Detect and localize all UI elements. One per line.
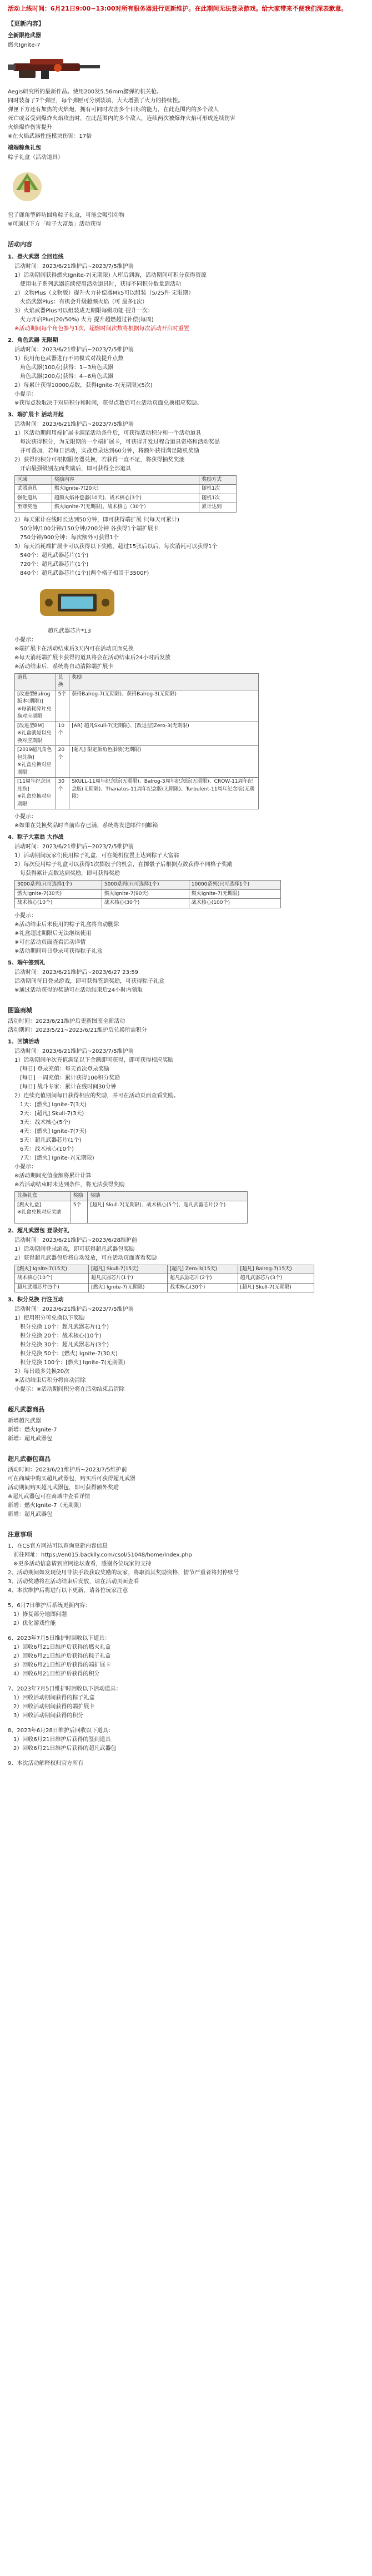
event3-note: 750分钟/900分钟：每次额外可获得1个 xyxy=(14,534,119,541)
bundle-title: 超凡武器商品 xyxy=(8,1406,44,1413)
weapon-desc xyxy=(8,88,364,141)
recharge-line: 5天：超凡武器芯片(1个) xyxy=(14,1137,82,1143)
table-header: 兑换 xyxy=(56,673,69,690)
event3-note: 2）每天累计在线时长达到50分钟，即可获得端扩展卡(每天可累计) xyxy=(14,516,179,523)
table-row xyxy=(15,1283,314,1292)
pkg-title: 端端粽鱼礼包 xyxy=(8,145,41,151)
event1-line: 火焰武器Plus：有机会升级超频火焰（可 最多1次） xyxy=(14,299,148,305)
event3-line: 1）区活动期间用端扩展卡满足活动条件后，可获得活动积分和一个活动道具 xyxy=(14,430,202,436)
event4-tip: ※活动结束后未使用的粽子礼盒将自动删除 xyxy=(14,921,119,928)
notice-tip: 5、6月7日维护后系统更新内容： xyxy=(8,1602,91,1609)
table-cell: 武器道具 xyxy=(15,485,52,494)
notice-tip: 3）回收6月21日维护后获得的端扩展卡 xyxy=(8,1662,111,1668)
update-title: 【更新内容】 xyxy=(8,19,44,27)
weapon-new-section xyxy=(8,1455,364,1519)
event3-line: 活动时间：2023/6/21维护后~2023/7/5维护前 xyxy=(14,421,134,427)
table-cell: 20个 xyxy=(56,746,69,778)
notice-line: 1、在CS官方网站可以查询更新内容信息 xyxy=(8,1543,108,1549)
table-cell: 强化道具 xyxy=(15,494,52,503)
pkg-name: 粽子礼盒（活动道具） xyxy=(8,155,63,161)
update-section xyxy=(8,19,364,229)
recharge-line: [每日] 一周充值：累计获得100积分奖励 xyxy=(14,1075,120,1081)
table-row xyxy=(15,690,259,722)
table-cell: [AR] 超凡Skull-7(无期限)、[改进型]Zero-3(无期限) xyxy=(69,722,259,746)
recharge-line: 1天：[燃火] Ignite-7(3天) xyxy=(14,1102,87,1108)
event2-line: 角色武器(100点)获得：1~3角色武器 xyxy=(14,364,113,371)
table-header: 兑换礼盒 xyxy=(15,1192,71,1201)
event2-line: 角色武器(200点)获得：4~6角色武器 xyxy=(14,373,113,380)
table-cell: 至尊奖池 xyxy=(15,503,52,513)
table-cell: [改进型BM] ※礼盒就是以兑换对应期限 xyxy=(15,722,56,746)
weapon-name: 燃火Ignite-7 xyxy=(8,42,41,48)
recharge-tip: ※活动期间充值金额将累计计算 xyxy=(14,1173,92,1179)
table-header: 奖励 xyxy=(71,1192,88,1201)
table-header: [超凡] Balrog-7(15天) xyxy=(238,1265,314,1274)
weapon-new-title: 超凡武器包商品 xyxy=(8,1455,51,1463)
notice-tip: 1）回收6月21日维护后获得的签到道具 xyxy=(8,1736,111,1743)
notice-tip: 7、2023年7月5日维护时回收以下活动道具： xyxy=(8,1685,122,1692)
event1-line: 2）文物Plus（文物版）提升火力补偿器Mk5可以组装（5/25件 无限期） xyxy=(14,290,194,296)
recharge-body xyxy=(8,1047,364,1224)
recharge-line: [每日] 登录充值：每天首次登录奖励 xyxy=(14,1066,109,1072)
notice-line: 2、活动期间如发现使用非法手段获取奖励的玩家，将取消其奖励资格，情节严重者将封停账号 xyxy=(8,1569,239,1576)
recharge-line: [每日] 战斗专家：累计在线时间30分钟 xyxy=(14,1084,117,1090)
table-row xyxy=(15,889,281,899)
exchange-line: 活动时间：2023/6/21维护后~2023/7/5维护前 xyxy=(14,1306,134,1312)
event3-line: 开启最强级别左面奖励后，即可获得全部道具 xyxy=(14,465,131,472)
table-header: 奖励 xyxy=(88,1192,248,1201)
fund-line: 2）获得超凡武器包后将自动发放，可在活动页面查看奖励 xyxy=(14,1255,157,1261)
event3-line: 并可叠加，若每日活动，实战登录达到60分钟，将额外获得满足随机奖励 xyxy=(14,447,199,454)
zongzi-giftbox-image xyxy=(8,166,47,205)
weapon-new-line: ※超凡武器包可在商城中查看详情 xyxy=(8,1494,91,1500)
table-cell: [超凡] Skull-7(无期限) xyxy=(238,1283,314,1292)
exchange-line: 2）每日最多兑换20次 xyxy=(14,1369,70,1375)
weapon-desc-line: ※在火焰武器性能模块伤害：17倍 xyxy=(8,133,92,140)
weapon-title: 全新限枪武器 xyxy=(8,33,41,39)
event3-title: 3、端扩展卡 活动开起 xyxy=(8,411,64,418)
table-row xyxy=(15,1201,248,1223)
event1-body xyxy=(8,262,364,333)
sale-line: 活动时间：2023/6/21维护后更新图鉴全新活动 xyxy=(8,1018,125,1025)
recharge-line: 6天：战术核心(10个) xyxy=(14,1146,74,1152)
event2-title: 2、角色武器 无限期 xyxy=(8,337,58,344)
table-cell: [2019超凡角色包兑换] ※礼盒兑换对应期限 xyxy=(15,746,56,778)
notice-title: 注意事项 xyxy=(8,1531,32,1538)
table-cell: 燃火Ignite-7(无期限)、战术核心（30个） xyxy=(52,503,199,513)
notice-tip: 2）优化游戏性能 xyxy=(8,1620,56,1627)
recharge-section xyxy=(8,1038,364,1224)
event3-tip2: ※如果在兑换奖品时当前库存已满，系统将发送邮件到邮箱 xyxy=(14,823,158,829)
event3-note: 540个：超凡武器芯片(1个) xyxy=(14,552,89,559)
notice-link[interactable]: 前往网址：https://en015.backlly.com/csol/51048/home/index.php xyxy=(8,1551,192,1558)
event1-line: 活动时间：2023/6/21维护后~2023/7/5维护前 xyxy=(14,263,134,270)
event4-line: 2）每次使用粽子礼盒可以获得1次掷骰子的机会，在掷骰子后根据点数获得不同格子奖励 xyxy=(14,862,233,868)
notice-tip: 9、本次活动解释权归官方所有 xyxy=(8,1760,84,1767)
table-header: 道具 xyxy=(15,673,56,690)
table-cell: 超频火焰补偿器(10天)、战术核心(3个) xyxy=(52,494,199,503)
event2-line: 1）使用角色武器进行不同模式对战提升点数 xyxy=(14,355,124,362)
event3-tip: ※每天消耗端扩展卡获得的道具将会在活动结束后24小时后发放 xyxy=(14,654,171,661)
table-cell: 5个 xyxy=(56,690,69,722)
event4-line: 1）活动期间玩家们使用粽子礼盒，可在随机位置上达到粽子大富翁 xyxy=(14,853,179,859)
fund-body xyxy=(8,1236,364,1293)
table-row xyxy=(15,485,237,494)
table-cell: [超凡] Skull-7(无期限)、战术核心(5个)、超凡武器芯片(2个) xyxy=(88,1201,248,1223)
event5-line: 活动时间：2023/6/21维护后~2023/6/27 23:59 xyxy=(14,969,138,976)
exchange-body xyxy=(8,1305,364,1394)
event4-table xyxy=(14,880,281,908)
event3-tip: ※活动结束后，系统将自动清除端扩展卡 xyxy=(14,663,114,670)
event5-title: 5、端午签到礼 xyxy=(8,959,45,966)
event5-body xyxy=(8,968,364,994)
table-cell: 超凡武器芯片(3个) xyxy=(238,1274,314,1284)
events-section xyxy=(8,240,364,994)
event3-line: 每次获得积分，为无限期的一个端扩展卡，可获得开发过程合道具资格和活动奖品 xyxy=(14,439,220,445)
table-cell: 燃火Ignite-7(20天) xyxy=(52,485,199,494)
exchange-section xyxy=(8,1296,364,1394)
event3-note: 3）每天消耗端扩展卡可以获得以下奖励，超过15张后以后，每次消耗可以获得1个 xyxy=(14,543,218,550)
fund-title: 2、超凡武器包 登录好礼 xyxy=(8,1227,69,1234)
bundle-line: 新增：燃火Ignite-7 xyxy=(8,1426,57,1433)
notice-tip: 2）回收活动期间获得的端扩展卡 xyxy=(8,1703,95,1710)
table-header: 奖励方式 xyxy=(199,475,237,485)
event4-title: 4、粽子大富翁 大作战 xyxy=(8,834,64,841)
table-cell: 30个 xyxy=(56,778,69,809)
notice-tip: 1）回收6月21日维护后获得的燃火礼盒 xyxy=(8,1644,111,1650)
event3-tip: 小提示： xyxy=(14,636,37,643)
event1-line: 使用电子系列武器连续使用活动道具时，获得不同积分数量到活动 xyxy=(14,281,181,287)
recharge-tip: 小提示： xyxy=(14,1164,37,1170)
weapon-desc-line: 同时装备了7个弹匣，每个弹匣可分别装填，大大增强了火力的持续性。 xyxy=(8,98,184,104)
table-cell: [燃火] Ignite-7(无期限) xyxy=(89,1283,168,1292)
sale-title: 图鉴商城 xyxy=(8,1006,32,1014)
table-cell: 获得Balrog-7(无期限)、获得Balrog-3(无期限) xyxy=(69,690,259,722)
header-title: 活动上线时间：6月21日9:00~13:00对所有服务器进行更新维护。在此期间无法登录游戏。给大家带来不便我们深表歉意。 xyxy=(8,5,348,12)
sale-line: 活动期间：2023/5/21~2023/6/21维护后兑换所需积分 xyxy=(8,1027,147,1033)
table-header: [燃火] Ignite-7(15天) xyxy=(15,1265,89,1274)
recharge-line: 7天：[燃火] Ignite-7(无期限) xyxy=(14,1155,94,1161)
bundle-section xyxy=(8,1405,364,1443)
table-header: 区域 xyxy=(15,475,52,485)
ignite-gun-image xyxy=(8,53,102,81)
event5-line: ※通过活动获得的奖励可在活动结束后24小时内领取 xyxy=(14,987,143,993)
table-cell: [燃火礼盒] ※礼盒兑换对应奖励 xyxy=(15,1201,71,1223)
chip-console-image xyxy=(36,581,119,621)
exchange-line: 1）使用积分可兑换以下奖励 xyxy=(14,1315,85,1321)
weapon-new-item: 新增：燃火Ignite-7（无期限） xyxy=(8,1503,85,1509)
table-cell: 战术核心(10个) xyxy=(15,899,102,908)
event4-tip: ※礼盒超过期限后无法继续使用 xyxy=(14,930,92,937)
exchange-note: 小提示：※活动期间积分将在活动结束后清除 xyxy=(14,1386,125,1393)
table-cell: 超凡武器芯片(2个) xyxy=(167,1274,238,1284)
event4-tip: ※活动期间每日登录可获得粽子礼盒 xyxy=(14,948,103,954)
table-cell: 战术核心(100个) xyxy=(189,899,280,908)
table-header: [超凡] Skull-7(15天) xyxy=(89,1265,168,1274)
notice-section xyxy=(8,1530,364,1768)
event1-line: ※活动期间每个角色参与1次，超燃时间次数将根据每次活动开启时重置 xyxy=(14,325,189,332)
exchange-line: 积分兑换 100个：[燃火] Ignite-7(无期限) xyxy=(14,1360,125,1366)
recharge-title: 1、回馈活动 xyxy=(8,1039,39,1045)
weapon-new-line: 活动期间购买超凡武器包，即可获得额外奖励 xyxy=(8,1485,119,1491)
event4-line: 活动时间：2023/6/21维护后~2023/7/5维护前 xyxy=(14,844,134,850)
fund-line: 1）活动期间登录游戏，即可获得超凡武器包奖励 xyxy=(14,1246,135,1252)
recharge-line: 活动时间：2023/6/21维护后~2023/7/5维护前 xyxy=(14,1048,134,1055)
table-header: 10000系列(只可选择1个) xyxy=(189,881,280,890)
event2-note: 小提示： xyxy=(14,391,37,397)
table-cell: 燃火Ignite-7(30天) xyxy=(15,889,102,899)
bundle-line: 新增：超凡武器包 xyxy=(8,1435,52,1442)
bundle-line: 新增超凡武器 xyxy=(8,1418,41,1424)
table-header: 5000系列(只可选择1个) xyxy=(102,881,189,890)
event1-line: 3）火焰武器Plus可以组装成无期限每级功能 提升一次： xyxy=(14,307,153,314)
exchange-line: 积分兑换 10个：超凡武器芯片(1个) xyxy=(14,1324,109,1330)
event3-note: 720个：超凡武器芯片(1个) xyxy=(14,561,89,568)
recharge-tip: ※若活动结束时未达到条件，将无法获得奖励 xyxy=(14,1182,125,1188)
table-cell: 5个 xyxy=(71,1201,88,1223)
table-cell: 超凡武器芯片(5个) xyxy=(15,1283,89,1292)
notice-tip: 8、2023年6月28日维护后回收以下道具： xyxy=(8,1727,114,1734)
table-row xyxy=(15,899,281,908)
event2-body xyxy=(8,346,364,407)
table-cell: [改进型Balrog版本(期限)] ※每消耗碎片兑换对应期限 xyxy=(15,690,56,722)
table-row xyxy=(15,503,237,513)
notice-tip: 1）回收活动期间获得的粽子礼盒 xyxy=(8,1694,95,1701)
table-cell: 燃火Ignite-7(90天) xyxy=(102,889,189,899)
table-header: [超凡] Zero-3(15天) xyxy=(167,1265,238,1274)
notice-line: 3、活动奖励将在活动结束后发放，请在活动页面查看 xyxy=(8,1578,139,1585)
table-cell: [11周年纪念包兑换] ※礼盒兑换对应期限 xyxy=(15,778,56,809)
events-title: 活动内容 xyxy=(8,241,32,248)
table-cell: 随机1次 xyxy=(199,485,237,494)
fund-section xyxy=(8,1227,364,1293)
event2-note: ※获得点数取决于对局积分和时间，获得点数后可在活动页面兑换相应奖励。 xyxy=(14,400,203,406)
weapon-desc-line: 火焰爆炸伤害提升 xyxy=(8,125,52,131)
event3-tip2: 小提示： xyxy=(14,814,37,820)
table-cell: 10个 xyxy=(56,722,69,746)
event2-line: 活动时间：2023/6/21维护后~2023/7/5维护前 xyxy=(14,346,134,353)
notice-tip: 6、2023年7月5日维护时回收以下道具： xyxy=(8,1635,110,1642)
event1-line: 1）活动期间获得燃火Ignite-7(无期限) 入库后到游，活动期间可积分获得资源 xyxy=(14,272,207,279)
table-row xyxy=(15,778,259,809)
event3-table xyxy=(14,475,237,513)
exchange-line: 积分兑换 30个：超凡武器芯片(3个) xyxy=(14,1342,109,1348)
table-cell: SKULL-11周年纪念版(无期限)、Balrog-3周年纪念版(无期限)、CROW-11周年纪念版(无期限)、Thanatos-11周年纪念版(无期限)、Turbulent-11周年纪念版(无期限) xyxy=(69,778,259,809)
table-row xyxy=(15,746,259,778)
chip-label: 超凡武器芯片*13 xyxy=(48,628,91,634)
event3-line: 2）获得的积分可根据服务器兑换，若获得一直不足，将获得抽奖奖池 xyxy=(14,456,185,463)
weapon-new-line: 可在商城中购买超凡武器包，购买后可获得超凡武器 xyxy=(8,1476,135,1482)
exchange-line: 积分兑换 50个：[燃火] Ignite-7(30天) xyxy=(14,1351,118,1357)
event2-line: 2）每累计获得10000点数，获得Ignite-7(无期限)(5次) xyxy=(14,382,153,389)
exchange-line: 积分兑换 20个：战术核心(10个) xyxy=(14,1333,102,1339)
table-cell: 随机1次 xyxy=(199,494,237,503)
table-row xyxy=(15,722,259,746)
event1-title: 1、登火武器 全回连线 xyxy=(8,253,64,260)
event3-exchange-table xyxy=(14,673,259,810)
notice-tip: 4）回收6月21日维护后获得的积分 xyxy=(8,1670,100,1677)
recharge-line: 1）活动期间单次充值满足以下金额即可获得，即可获得相应奖励 xyxy=(14,1057,174,1063)
exchange-title: 3、积分兑换 行注互动 xyxy=(8,1297,64,1303)
table-cell: 累计达到 xyxy=(199,503,237,513)
table-cell: [超凡] 限定版角色服装(无期限) xyxy=(69,746,259,778)
event4-body xyxy=(8,843,364,956)
table-cell: 战术核心(30个) xyxy=(167,1283,238,1292)
fund-table xyxy=(14,1265,314,1293)
event3-body xyxy=(8,420,364,831)
table-header: 奖励内容 xyxy=(52,475,199,485)
weapon-desc-line: 死亡或者受到爆炸火焰攻击时，在此范围内的多个敌人，连续两次被爆炸火焰可形成连续伤害 xyxy=(8,116,235,122)
recharge-line: 2）连续充值期间每日获得相应的奖励，并可在活动页面查看奖励。 xyxy=(14,1093,179,1099)
recharge-table xyxy=(14,1191,248,1224)
event3-tip: ※端扩展卡在活动结束后3天内可在活动页面兑换 xyxy=(14,645,134,652)
notice-tip: 2）回收6月21日维护后获得的超凡武器包 xyxy=(8,1745,117,1752)
recharge-line: 4天：[燃火] Ignite-7(7天) xyxy=(14,1128,87,1135)
notice-tip: 3）回收活动期间获得的积分 xyxy=(8,1712,84,1719)
table-header: 3000系列(只可选择1个) xyxy=(15,881,102,890)
weapon-new-line: 活动时间：2023/6/21维护后~2023/7/5维护前 xyxy=(8,1467,127,1473)
exchange-line: ※活动结束后积分将自动清除 xyxy=(14,1377,86,1384)
event3-note: 840个：超凡武器芯片(1个)(两个格子相当于3500F) xyxy=(14,570,149,576)
event5-line: 活动期间每日登录游戏，即可获得签到奖励，可获得粽子礼盒 xyxy=(14,978,164,984)
event4-tip: 小提示： xyxy=(14,912,37,919)
table-row xyxy=(15,1274,314,1284)
recharge-line: 3天：战术核心(5个) xyxy=(14,1120,71,1126)
table-cell: 战术核心(30个) xyxy=(102,899,189,908)
table-row xyxy=(15,494,237,503)
event4-line: 每获得累计点数达到奖励，即可获得奖励 xyxy=(14,871,120,877)
weapon-desc-line: Aegis研究所的最新作品。使用200发5.56mm腰弹的机关枪。 xyxy=(8,89,162,95)
notice-line: 4、本次维护后将进行以下更新，请各位玩家注意 xyxy=(8,1587,128,1594)
notice-tip: 1）修复部分地图问题 xyxy=(8,1611,67,1618)
sale-section xyxy=(8,1006,364,1035)
table-cell: 战术核心(10个) xyxy=(15,1274,89,1284)
notice-line: ※更多活动信息请到官网论坛查看，感谢各位玩家的支持 xyxy=(8,1560,152,1567)
fund-line: 活动时间：2023/6/21维护后~2023/6/28维护前 xyxy=(14,1237,137,1244)
notice-tip: 2）回收6月21日维护后获得的粽子礼盒 xyxy=(8,1653,111,1659)
pkg-desc-line: ※可通过下方「粽子大富翁」活动获得 xyxy=(8,221,102,227)
table-cell: 燃火Ignite-7(无期限) xyxy=(189,889,280,899)
weapon-new-item: 新增：超凡武器包 xyxy=(8,1511,52,1518)
event3-note: 50分钟/100分钟/150分钟/200分钟 各获得1个端扩展卡 xyxy=(14,525,159,532)
event1-line: 火力开启Plus(20/50%) 火力 提升超燃超过补偿(每周) xyxy=(14,316,154,323)
pkg-desc-line: 包了鹿角型碎坊圆角粽子礼盒，可能会吸引动物 xyxy=(8,212,124,218)
recharge-line: 2天：[超凡] Skull-7(3天) xyxy=(14,1111,84,1117)
weapon-desc-line: 弹匣下方还有加热的火焰炮，拥有可同时攻击多个目标的能力，在此范围内的多个敌人 xyxy=(8,107,219,113)
table-cell: 超凡武器芯片(1个) xyxy=(89,1274,168,1284)
table-header: 奖励 xyxy=(69,673,259,690)
event4-tip: ※可在活动页面查看活动详情 xyxy=(14,939,86,946)
